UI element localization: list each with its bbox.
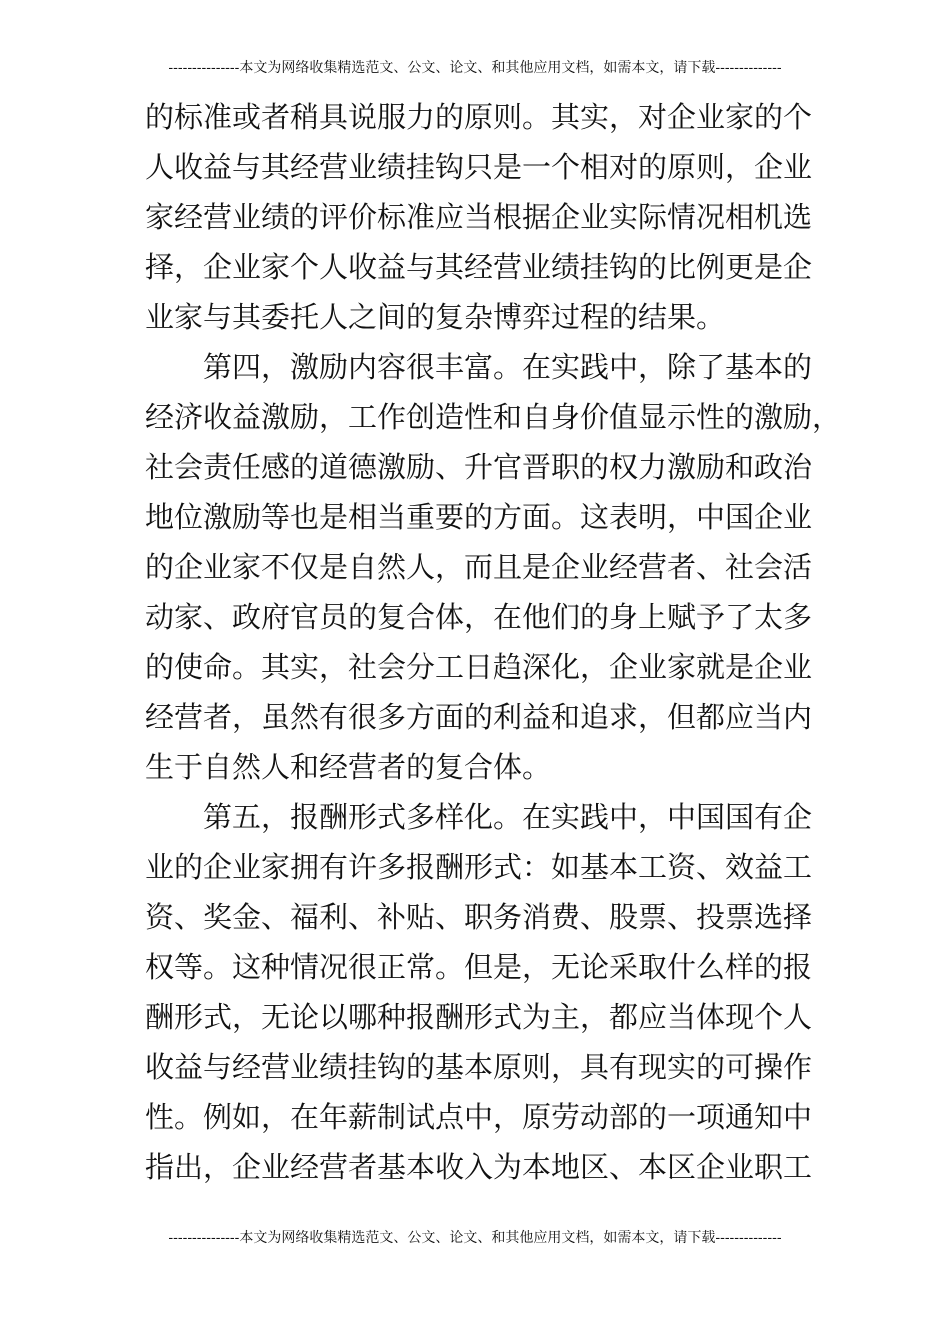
text-line: 收益与经营业绩挂钩的基本原则，具有现实的可操作 — [145, 1050, 813, 1084]
text-line: 业的企业家拥有许多报酬形式：如基本工资、效益工 — [145, 850, 813, 884]
document-body — [145, 92, 842, 1192]
header-banner: ---------------本文为网络收集精选范文、公文、论文、和其他应用文档，如需本文，请下载-------------- — [168, 60, 782, 76]
paragraph-start-line: 第四，激励内容很丰富。在实践中，除了基本的 — [145, 350, 813, 384]
text-line: 权等。这种情况很正常。但是，无论采取什么样的报 — [145, 950, 813, 984]
text-line: 的使命。其实，社会分工日趋深化，企业家就是企业 — [145, 650, 813, 684]
text-line: 社会责任感的道德激励、升官晋职的权力激励和政治 — [145, 450, 813, 484]
text-line: 择，企业家个人收益与其经营业绩挂钩的比例更是企 — [145, 250, 813, 284]
text-line: 地位激励等也是相当重要的方面。这表明，中国企业 — [145, 500, 813, 534]
text-line: 人收益与其经营业绩挂钩只是一个相对的原则，企业 — [145, 150, 813, 184]
paragraph-start-line: 第五，报酬形式多样化。在实践中，中国国有企 — [145, 800, 813, 834]
text-line: 的标准或者稍具说服力的原则。其实，对企业家的个 — [145, 100, 813, 134]
text-line: 经营者，虽然有很多方面的利益和追求，但都应当内 — [145, 700, 813, 734]
text-line: 家经营业绩的评价标准应当根据企业实际情况相机选 — [145, 200, 813, 234]
text-line: 生于自然人和经营者的复合体。 — [145, 750, 552, 784]
text-line: 性。例如，在年薪制试点中，原劳动部的一项通知中 — [145, 1100, 813, 1134]
text-line: 的企业家不仅是自然人，而且是企业经营者、社会活 — [145, 550, 813, 584]
footer-banner: ---------------本文为网络收集精选范文、公文、论文、和其他应用文档，如需本文，请下载-------------- — [168, 1230, 782, 1246]
text-line: 业家与其委托人之间的复杂博弈过程的结果。 — [145, 300, 726, 334]
text-line: 酬形式，无论以哪种报酬形式为主，都应当体现个人 — [145, 1000, 813, 1034]
text-line: 指出，企业经营者基本收入为本地区、本区企业职工 — [145, 1150, 813, 1184]
text-line: 动家、政府官员的复合体，在他们的身上赋予了太多 — [145, 600, 813, 634]
text-line: 经济收益激励，工作创造性和自身价值显示性的激励， — [145, 400, 842, 434]
text-line: 资、奖金、福利、补贴、职务消费、股票、投票选择 — [145, 900, 813, 934]
